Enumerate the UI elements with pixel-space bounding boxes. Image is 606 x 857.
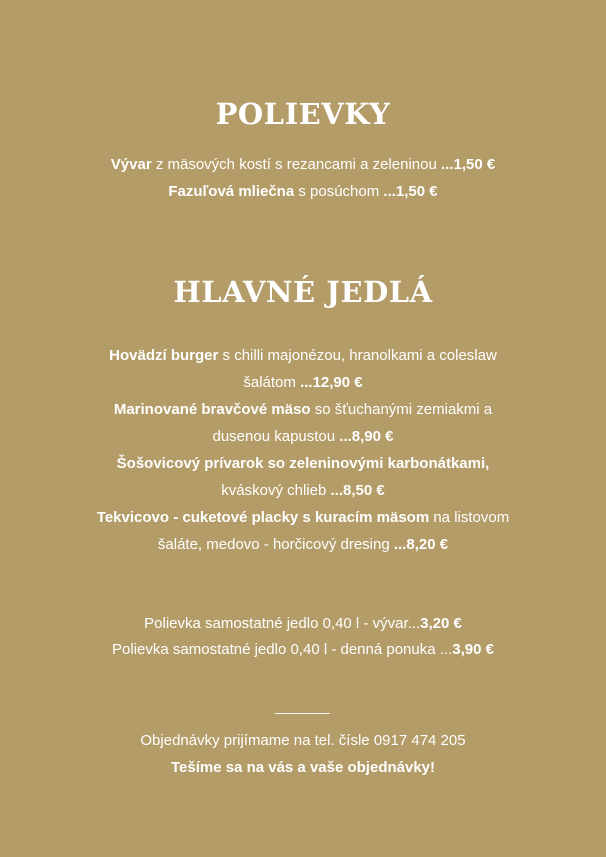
thanks-bold: Tešíme sa na vás a vaše objednávky! xyxy=(170,759,436,776)
dish-desc: s chilli majonézou, hranolkami a coleslaw xyxy=(218,347,497,364)
soup-desc: z mäsových kostí s rezancami a zeleninou xyxy=(151,156,441,173)
extra-item-vyvar xyxy=(0,614,606,634)
dish-desc: kváskový chlieb xyxy=(221,482,331,499)
dish-name: Šošovicový prívarok so zeleninovými karbonátkami, xyxy=(116,455,490,472)
extra-item-denna xyxy=(0,640,606,660)
soup-price: ...1,50 € xyxy=(383,183,438,200)
dish-name: Marinované bravčové mäso xyxy=(113,401,311,418)
main-line xyxy=(0,427,606,447)
main-line xyxy=(0,508,606,528)
extra-price: 3,20 € xyxy=(420,615,462,632)
dish-price: ...8,20 € xyxy=(393,536,449,553)
main-line xyxy=(0,373,606,393)
dish-desc: dusenou kapustou xyxy=(212,428,340,445)
dish-name: Tekvicovo - cuketové placky s kuracím mäsom xyxy=(96,509,430,526)
soup-desc: s posúchom xyxy=(294,183,384,200)
divider xyxy=(275,713,330,714)
dish-desc: so šťuchanými zemiakmi a xyxy=(310,401,493,418)
dish-name: Hovädzí burger xyxy=(109,347,219,364)
main-line xyxy=(0,346,606,366)
dish-price: ...8,50 € xyxy=(330,482,385,499)
soup-name: Fazuľová mliečna xyxy=(168,183,295,200)
mains-heading: HLAVNÉ JEDLÁ xyxy=(173,275,433,309)
dish-desc: na listovom xyxy=(429,509,510,526)
extra-text: Polievka samostatné jedlo 0,40 l - vývar... xyxy=(144,615,421,632)
dish-desc: šalátom xyxy=(243,374,301,391)
extra-price: 3,90 € xyxy=(452,641,494,658)
orders-text: Objednávky prijímame na tel. čísle 0917 474 205 xyxy=(140,732,466,749)
soup-price: ...1,50 € xyxy=(440,156,496,173)
soup-item-fazulova xyxy=(0,182,606,202)
extra-text: Polievka samostatné jedlo 0,40 l - denná ponuka ... xyxy=(112,641,453,658)
soup-name: Vývar xyxy=(110,156,152,173)
dish-desc: šaláte, medovo - horčicový dresing xyxy=(157,536,394,553)
thanks-text xyxy=(0,758,606,778)
soup-item-vyvar xyxy=(0,155,606,175)
main-line xyxy=(0,400,606,420)
dish-price: ...8,90 € xyxy=(339,428,394,445)
main-line xyxy=(0,481,606,501)
soups-heading: POLIEVKY xyxy=(215,97,391,131)
dish-price: ...12,90 € xyxy=(300,374,363,391)
main-line xyxy=(0,535,606,555)
main-line xyxy=(0,454,606,474)
